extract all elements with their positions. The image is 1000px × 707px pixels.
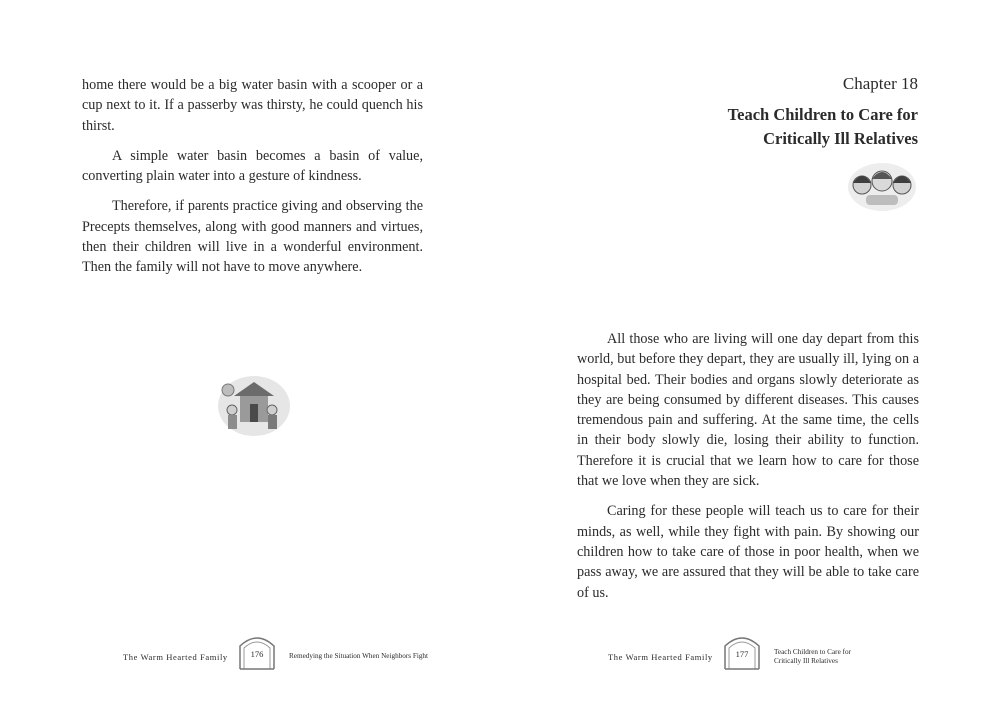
footer-chapter-title-line-2: Critically Ill Relatives [774, 657, 838, 665]
page-number: 177 [735, 649, 749, 659]
chapter-title-line-1: Teach Children to Care for [727, 105, 918, 124]
left-paragraph-2: A simple water basin becomes a basin of value, converting plain water into a gesture of kindness. [82, 147, 423, 185]
chapter-title-line-2: Critically Ill Relatives [763, 129, 918, 148]
footer-chapter-title-line-1: Teach Children to Care for [774, 648, 851, 656]
footer-chapter-title: Remedying the Situation When Neighbors Fight [289, 652, 429, 660]
chapter-title [658, 103, 918, 151]
left-paragraph-3: Therefore, if parents practice giving and observing the Precepts themselves, along with good manners and virtues, then their children will live in a wonderful environment. Then the family will not have to move anywhere. [82, 198, 423, 276]
page-number: 176 [250, 649, 264, 659]
left-body-text [82, 75, 423, 288]
right-footer [500, 632, 1000, 672]
footer-chapter-title [774, 648, 854, 666]
chapter-label: Chapter 18 [842, 74, 918, 93]
book-title: The Warm Hearted Family [608, 652, 713, 662]
right-page [500, 0, 1000, 707]
left-paragraph-1: home there would be a big water basin with a scooper or a cup next to it. If a passerby was thirsty, he could quench his thirst. [82, 77, 423, 134]
book-title: The Warm Hearted Family [123, 652, 228, 662]
right-body-text [577, 329, 919, 613]
three-faces-illustration [846, 157, 918, 213]
temple-gate-children-illustration [212, 366, 292, 440]
right-paragraph-2: Caring for these people will teach us to care for their minds, as well, while they fight with pain. By showing our children how to take care of those in poor health, when we pass away, we are assured that they will be able to take care of us. [577, 503, 919, 601]
right-paragraph-1: All those who are living will one day depart from this world, but before they depart, they are usually ill, lying on a hospital bed. Their bodies and organs slowly deteriorate as they are being consumed by different diseases. This causes tremendous pain and suffering. At the same time, the cells in their body slowly die, losing their ability to function. Therefore it is crucial that we learn how to care for those that we love when they are sick. [577, 331, 919, 490]
left-footer [0, 632, 500, 672]
